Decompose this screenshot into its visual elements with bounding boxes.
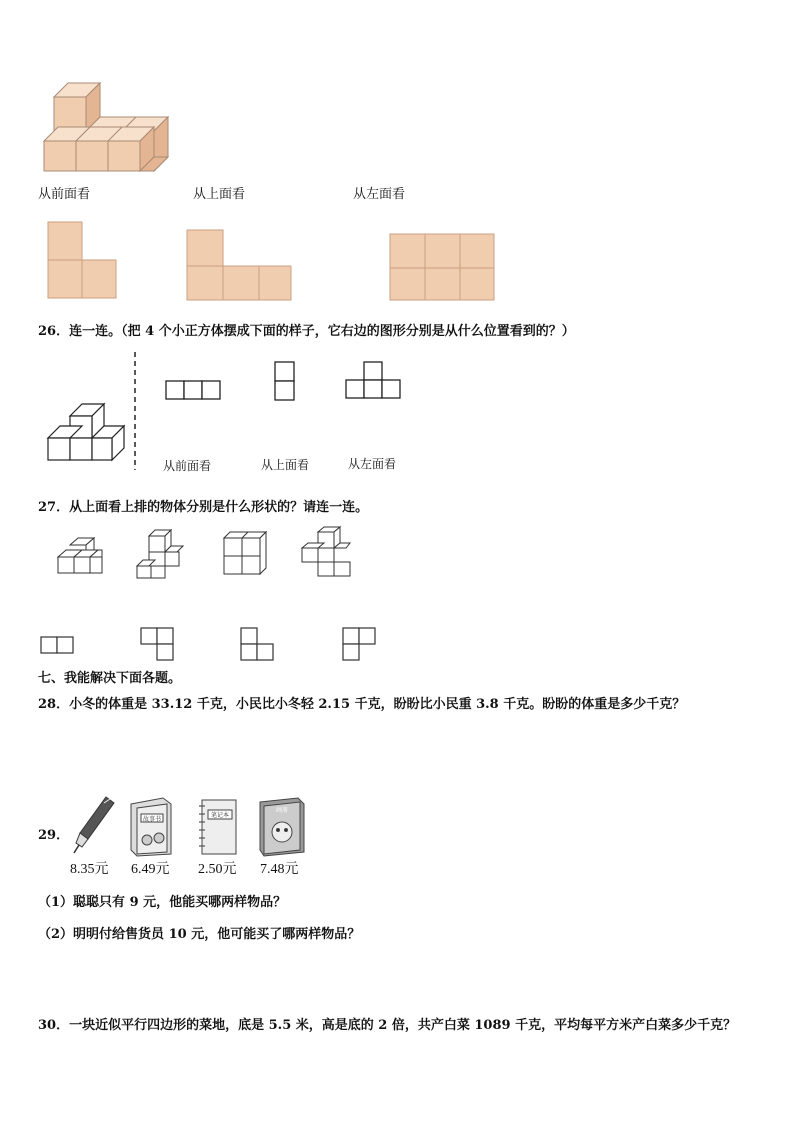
q26-label-top: 从上面看 — [261, 458, 310, 472]
q25-view-shape-2 — [185, 228, 305, 308]
q25-view-shape-3 — [388, 232, 508, 307]
q27-view-3 — [240, 627, 280, 667]
q26-prompt: 26．连一连。（把 4 个小正方体摆成下面的样子，它右边的图形分别是从什么位置看到的？） — [38, 324, 575, 339]
q26-cube-stack — [44, 400, 134, 470]
notebook-icon — [196, 796, 244, 858]
q27-solid-2 — [135, 528, 195, 580]
q26-shape-b — [274, 361, 298, 403]
storybook-price: 6.49元 — [131, 862, 170, 877]
q27-view-1 — [40, 635, 80, 657]
storybook-cover-text: 故事书 — [142, 816, 162, 823]
picture-book-icon — [256, 796, 308, 858]
q26-label-front: 从前面看 — [163, 459, 212, 473]
q25-label-top: 从上面看 — [193, 187, 246, 202]
q29-sub-question-2: （2）明明付给售货员 10 元，他可能买了哪两样物品？ — [38, 927, 361, 942]
pen-price: 8.35元 — [70, 862, 109, 877]
q30-prompt: 30．一块近似平行四边形的菜地，底是 5.5 米，高是底的 2 倍，共产白菜 1089 千克，平均每平方米产白菜多少千克？ — [38, 1018, 737, 1033]
picture-book-price: 7.48元 — [260, 862, 299, 877]
q26-shape-c — [345, 361, 405, 403]
cube-stack-3d — [40, 75, 210, 195]
q25-view-shape-1 — [45, 220, 125, 310]
q27-view-4 — [342, 627, 382, 667]
q27-solid-4 — [300, 526, 360, 578]
q26-dashed-divider — [130, 352, 140, 472]
q27-solid-1 — [56, 537, 116, 579]
q29-number: 29． — [38, 828, 70, 843]
q29-sub-question-1: （1）聪聪只有 9 元，他能买哪两样物品？ — [38, 895, 287, 910]
q25-label-left: 从左面看 — [353, 187, 406, 202]
q28-prompt: 28．小冬的体重是 33.12 千克，小民比小冬轻 2.15 千克，盼盼比小民重 3.8 千克。盼盼的体重是多少千克？ — [38, 697, 686, 712]
q25-label-front: 从前面看 — [38, 187, 91, 202]
q27-prompt: 27．从上面看上排的物体分别是什么形状的？请连一连。 — [38, 500, 369, 515]
q26-label-left: 从左面看 — [348, 457, 397, 471]
q27-view-2 — [140, 627, 180, 667]
notebook-price: 2.50元 — [198, 862, 237, 877]
storybook-icon — [127, 796, 177, 858]
notebook-cover-text: 笔记本 — [210, 812, 230, 819]
pen-icon — [70, 795, 120, 857]
q26-shape-a — [165, 380, 225, 404]
q27-solid-3 — [222, 530, 272, 580]
section-7-title: 七、我能解决下面各题。 — [38, 671, 182, 686]
picture-book-cover-text: 画册 — [275, 807, 289, 814]
